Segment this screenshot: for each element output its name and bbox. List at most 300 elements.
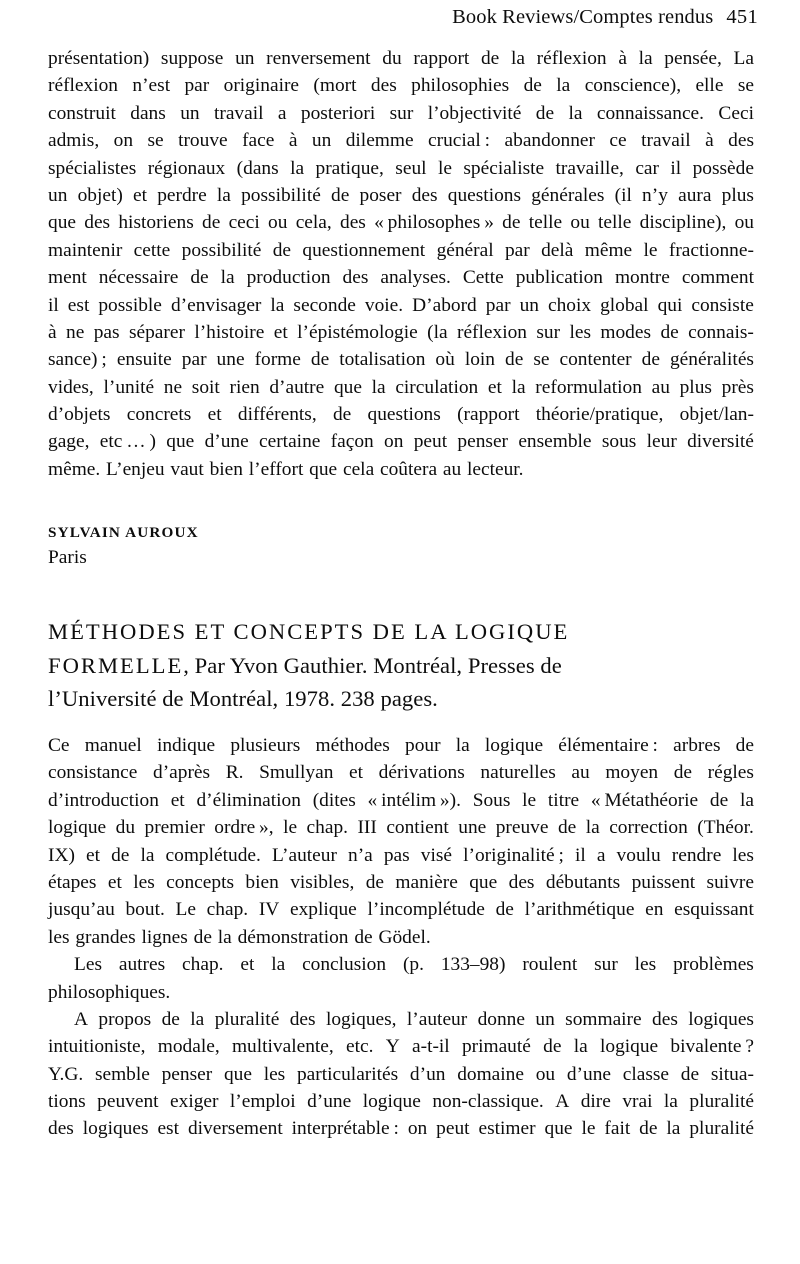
word: logique xyxy=(599,1036,659,1058)
word: un xyxy=(235,48,255,69)
word: questions xyxy=(367,404,441,426)
word: du xyxy=(382,48,402,69)
word: voulu xyxy=(616,844,661,866)
word: IV xyxy=(258,899,280,921)
word: la xyxy=(511,376,526,398)
word: par xyxy=(504,239,530,261)
word: classe xyxy=(622,1063,670,1085)
word: se xyxy=(533,349,550,371)
word: moyen xyxy=(605,762,659,784)
word: un xyxy=(311,130,332,152)
text-line xyxy=(48,264,754,291)
word: particularités xyxy=(296,1063,399,1085)
word: objet) xyxy=(77,184,123,206)
reviewer-name: SYLVAIN AUROUX xyxy=(48,524,199,541)
word: au xyxy=(651,376,670,398)
word: il xyxy=(48,294,59,316)
word: fractionne- xyxy=(668,239,754,261)
word: la xyxy=(556,75,571,97)
word: de xyxy=(535,102,555,124)
text-line xyxy=(48,1115,754,1142)
word: leur xyxy=(646,431,677,453)
word: chap. xyxy=(206,899,249,921)
word: possibilité xyxy=(181,239,262,261)
word: d’objets xyxy=(48,404,111,426)
word: L’auteur xyxy=(271,844,337,866)
text-line xyxy=(48,456,754,483)
word: des xyxy=(411,184,438,206)
word: séparer xyxy=(128,321,185,343)
word: (p. xyxy=(402,954,424,976)
word: l’histoire xyxy=(194,321,265,343)
word: de xyxy=(557,817,577,839)
word: La xyxy=(733,48,754,69)
word: logique xyxy=(48,817,107,839)
word: conscience), xyxy=(584,75,682,97)
word: tions xyxy=(48,1091,86,1113)
word: travaille, xyxy=(555,157,624,179)
word: il xyxy=(575,844,586,866)
word: même xyxy=(584,239,633,261)
word: conclusion xyxy=(302,954,387,976)
word: a xyxy=(596,844,606,866)
word: visé xyxy=(420,844,453,866)
word: ensemble xyxy=(518,431,592,453)
text-line xyxy=(48,787,754,814)
word: publication xyxy=(515,267,603,289)
word: de xyxy=(495,899,514,921)
word: pensée, xyxy=(664,48,722,69)
word: preuve xyxy=(495,817,549,839)
word: certaine xyxy=(259,431,321,453)
word: abandonner xyxy=(504,130,595,152)
word: Y.G. xyxy=(48,1063,84,1085)
word: esquissant xyxy=(674,899,754,921)
word: cela, xyxy=(295,212,332,234)
word: se xyxy=(737,75,754,97)
text-line xyxy=(48,292,754,319)
word: L’enjeu xyxy=(106,458,165,480)
word: à xyxy=(618,48,627,69)
word: perdre xyxy=(157,184,207,206)
word: cela xyxy=(342,458,375,480)
review-2-title-caps-line2: FORMELLE xyxy=(48,652,184,678)
word: admis, xyxy=(48,130,100,152)
word: et xyxy=(207,404,222,426)
reviewer-place: Paris xyxy=(48,547,87,568)
word: possède xyxy=(692,157,754,179)
word: discipline), xyxy=(639,212,727,234)
text-line xyxy=(48,72,754,99)
word: la xyxy=(573,1036,588,1058)
word: peuvent xyxy=(97,1091,159,1113)
word: n’y xyxy=(642,184,668,206)
word: le xyxy=(437,157,452,179)
word: III xyxy=(357,817,377,839)
word: a-t-il xyxy=(412,1036,450,1058)
word: suivre xyxy=(706,871,754,893)
word: jusqu’au xyxy=(48,899,115,921)
word: ne xyxy=(66,321,85,343)
word: un xyxy=(519,294,539,316)
word: est xyxy=(157,1118,179,1140)
word: la xyxy=(663,1091,678,1113)
word: et xyxy=(86,844,100,866)
word: la xyxy=(140,844,155,866)
word: rien xyxy=(229,376,260,398)
word: de xyxy=(502,212,521,234)
word: Le xyxy=(175,899,196,921)
word: méthodes xyxy=(315,735,390,756)
word: possibilité xyxy=(241,184,321,206)
review-1-signature xyxy=(48,522,199,571)
word: le xyxy=(522,789,537,811)
word: logiques xyxy=(82,1118,149,1140)
word: que xyxy=(544,1118,573,1140)
word: (la xyxy=(427,321,448,343)
text-line xyxy=(48,374,754,401)
word: la xyxy=(216,184,231,206)
word: ce xyxy=(609,130,627,152)
word: (dites xyxy=(312,789,356,811)
word: de xyxy=(680,1063,700,1085)
word: logique xyxy=(484,735,544,756)
word: on xyxy=(384,431,404,453)
word: philosophiques. xyxy=(48,981,171,1003)
word: (dans xyxy=(236,157,279,179)
word: nécessaire xyxy=(98,267,179,289)
review-2-body-text xyxy=(48,732,754,1143)
word: de xyxy=(193,926,212,948)
word: etc … ) xyxy=(99,431,156,453)
word: travail xyxy=(213,102,264,124)
word: diversement xyxy=(187,1118,283,1140)
word: n’a xyxy=(348,844,373,866)
word: que xyxy=(48,212,76,234)
word: sur xyxy=(594,954,618,976)
word: un xyxy=(180,102,200,124)
word: de xyxy=(523,75,542,97)
word: spécialiste xyxy=(463,157,545,179)
word: des xyxy=(652,1008,678,1030)
word: de xyxy=(190,267,209,289)
word: vaut xyxy=(170,458,204,480)
word: l’originalité ; xyxy=(463,844,564,866)
word: lignes xyxy=(141,926,188,948)
word: même. xyxy=(48,458,101,480)
word: puissent xyxy=(631,871,696,893)
word: des xyxy=(48,1118,74,1140)
word: général xyxy=(436,239,494,261)
word: sous xyxy=(601,431,637,453)
word: la xyxy=(568,102,583,124)
word: des xyxy=(289,1008,316,1030)
word: a xyxy=(277,102,287,124)
word: ou xyxy=(570,212,590,234)
word: dire xyxy=(580,1091,611,1113)
word: des xyxy=(370,75,397,97)
word: les xyxy=(569,321,592,343)
word: et xyxy=(487,376,502,398)
word: loin xyxy=(464,349,495,371)
word: sommaire xyxy=(565,1008,642,1030)
word: philosophies xyxy=(411,75,510,97)
word: originaire xyxy=(223,75,300,97)
word: sance) ; xyxy=(48,349,107,371)
word: la xyxy=(739,789,754,811)
text-line xyxy=(48,1088,754,1115)
word: pluralité xyxy=(214,1008,280,1030)
word: cette xyxy=(133,239,171,261)
word: l’objectivité xyxy=(427,102,522,124)
word: la xyxy=(455,735,470,756)
word: lecteur. xyxy=(467,458,524,480)
word: rapport xyxy=(413,48,470,69)
word: dilemme xyxy=(345,130,414,152)
word: plus xyxy=(679,376,712,398)
word: primauté xyxy=(461,1036,531,1058)
word: ou xyxy=(734,212,754,234)
word: de xyxy=(709,789,729,811)
word: du xyxy=(115,817,136,839)
word: par xyxy=(184,75,210,97)
word: de xyxy=(641,349,660,371)
word: exiger xyxy=(170,1091,219,1113)
word: totalisation xyxy=(339,349,426,371)
word: on xyxy=(113,130,134,152)
word: modes xyxy=(600,321,652,343)
word: premier xyxy=(144,817,205,839)
word: les xyxy=(634,954,657,976)
word: A xyxy=(74,1008,89,1030)
word: le xyxy=(283,817,298,839)
word: ment xyxy=(48,267,87,289)
word: le xyxy=(643,239,658,261)
word: trouve xyxy=(178,130,228,152)
review-2-heading xyxy=(48,615,760,716)
word: rendre xyxy=(671,844,722,866)
word: l’effort xyxy=(248,458,304,480)
word: dans xyxy=(130,102,166,124)
word: objet/lan- xyxy=(679,404,754,426)
word: de xyxy=(505,349,524,371)
review-2-heading-line-1 xyxy=(48,615,760,649)
word: ordre », xyxy=(214,817,274,839)
text-line xyxy=(48,951,754,978)
word: pluralité xyxy=(689,1091,754,1113)
word: historiens xyxy=(118,212,194,234)
word: l’emploi xyxy=(229,1091,296,1113)
word: des xyxy=(84,212,111,234)
word: 133–98) xyxy=(440,954,506,976)
word: propos xyxy=(98,1008,152,1030)
word: ou xyxy=(268,212,288,234)
word: la xyxy=(371,376,386,398)
word: pas xyxy=(383,844,410,866)
word: reformulation xyxy=(535,376,642,398)
word: par xyxy=(181,349,207,371)
word: suppose xyxy=(160,48,224,69)
word: plus xyxy=(721,184,754,206)
word: chap. xyxy=(306,817,348,839)
text-line xyxy=(48,979,754,1006)
word: il xyxy=(670,157,682,179)
word: titre xyxy=(547,789,580,811)
word: plusieurs xyxy=(230,735,301,756)
word: seconde xyxy=(293,294,356,316)
word: chap. xyxy=(182,954,224,976)
word: un xyxy=(535,1008,555,1030)
word: près xyxy=(721,376,754,398)
word: poser xyxy=(359,184,402,206)
text-line xyxy=(48,401,754,428)
word: ou xyxy=(535,1063,556,1085)
word: global xyxy=(600,294,649,316)
word: la xyxy=(217,926,232,948)
word: élémentaire : xyxy=(558,735,658,756)
word: production xyxy=(246,267,331,289)
word: on xyxy=(407,1118,428,1140)
word: Ce xyxy=(48,735,70,756)
word: des xyxy=(342,267,369,289)
word: manuel xyxy=(84,735,142,756)
word: contient xyxy=(386,817,449,839)
word: posteriori xyxy=(300,102,376,124)
word: à xyxy=(705,130,714,152)
word: de xyxy=(272,239,292,261)
word: logique xyxy=(362,1091,421,1113)
word: une xyxy=(216,349,245,371)
word: d’autre xyxy=(269,376,325,398)
word: et xyxy=(240,954,255,976)
word: pas xyxy=(93,321,120,343)
word: par xyxy=(485,294,511,316)
word: régles xyxy=(707,762,754,784)
word: (il xyxy=(614,184,632,206)
page-folio-number: 451 xyxy=(726,6,758,28)
text-line xyxy=(48,155,754,182)
review-2-heading-line-3 xyxy=(48,682,760,716)
word: correction xyxy=(609,817,688,839)
word: d’un xyxy=(409,1063,446,1085)
word: dérivations xyxy=(378,762,465,784)
word: de xyxy=(660,321,679,343)
word: non-classique. xyxy=(432,1091,544,1113)
word: Sous xyxy=(472,789,511,811)
word: des xyxy=(508,871,535,893)
word: estimer xyxy=(478,1118,536,1140)
word: intuitioniste, xyxy=(48,1036,146,1058)
word: de xyxy=(332,404,352,426)
word: crucial : xyxy=(428,130,491,152)
word: et xyxy=(349,762,364,784)
word: Gödel. xyxy=(378,926,431,948)
word: penser xyxy=(161,1063,213,1085)
word: de xyxy=(639,1118,658,1140)
word: réflexion xyxy=(48,75,118,97)
word: la xyxy=(585,817,600,839)
word: A xyxy=(555,1091,570,1113)
word: est xyxy=(67,294,90,316)
word: domaine xyxy=(457,1063,524,1085)
word: vides, xyxy=(48,376,94,398)
word: la xyxy=(290,157,305,179)
word: telle xyxy=(598,212,632,234)
word: les xyxy=(133,871,155,893)
review-2-author-publisher: , Par Yvon Gauthier. Montréal, Presses de xyxy=(183,652,562,678)
word: pluralité xyxy=(689,1118,754,1140)
text-line xyxy=(48,842,754,869)
review-2-heading-line-2 xyxy=(48,649,760,683)
word: montre xyxy=(614,267,670,289)
word: « intélim »). xyxy=(367,789,461,811)
word: sur xyxy=(536,321,561,343)
word: d’une xyxy=(566,1063,611,1085)
word: à xyxy=(48,321,57,343)
word: logiques, xyxy=(325,1008,397,1030)
word: (rapport xyxy=(457,404,520,426)
word: de xyxy=(310,349,330,371)
word: les xyxy=(732,844,754,866)
word: semble xyxy=(94,1063,150,1085)
word: de xyxy=(480,48,500,69)
text-line xyxy=(48,428,754,455)
word: de xyxy=(673,762,693,784)
text-line xyxy=(48,732,754,759)
text-line xyxy=(48,896,754,923)
word: pratique, xyxy=(315,157,384,179)
word: multivalente, xyxy=(231,1036,334,1058)
word: connais- xyxy=(688,321,754,343)
word: et xyxy=(133,184,147,206)
word: l’arithmétique xyxy=(524,899,635,921)
word: de xyxy=(543,1036,562,1058)
word: de xyxy=(161,1008,180,1030)
review-1-body-text xyxy=(48,45,754,483)
word: l’auteur xyxy=(406,1008,468,1030)
word: problèmes xyxy=(673,954,754,976)
word: penser xyxy=(457,431,509,453)
word: manière xyxy=(395,871,458,893)
word: au xyxy=(442,458,462,480)
word: « philosophes » xyxy=(374,212,494,234)
word: de xyxy=(111,844,130,866)
word: théorie/pratique, xyxy=(535,404,664,426)
word: où xyxy=(435,349,455,371)
word: explique xyxy=(290,899,357,921)
word: le xyxy=(581,1118,596,1140)
word: concepts xyxy=(166,871,235,893)
word: l’incomplétude xyxy=(367,899,485,921)
word: delà xyxy=(541,239,574,261)
word: la xyxy=(510,48,525,69)
word: la xyxy=(271,954,286,976)
word: et xyxy=(170,789,185,811)
word: ne xyxy=(163,376,183,398)
word: d’une xyxy=(307,1091,352,1113)
word: modale, xyxy=(157,1036,220,1058)
word: Smullyan xyxy=(259,762,334,784)
word: gage, xyxy=(48,431,90,453)
review-2-publication-details: l’Université de Montréal, 1978. 238 pages. xyxy=(48,686,438,711)
word: comment xyxy=(681,267,754,289)
text-line xyxy=(48,209,754,236)
word: Ceci xyxy=(718,102,754,124)
text-line xyxy=(48,346,754,373)
word: que xyxy=(333,376,362,398)
word: contenter xyxy=(559,349,632,371)
word: d’après xyxy=(153,762,211,784)
